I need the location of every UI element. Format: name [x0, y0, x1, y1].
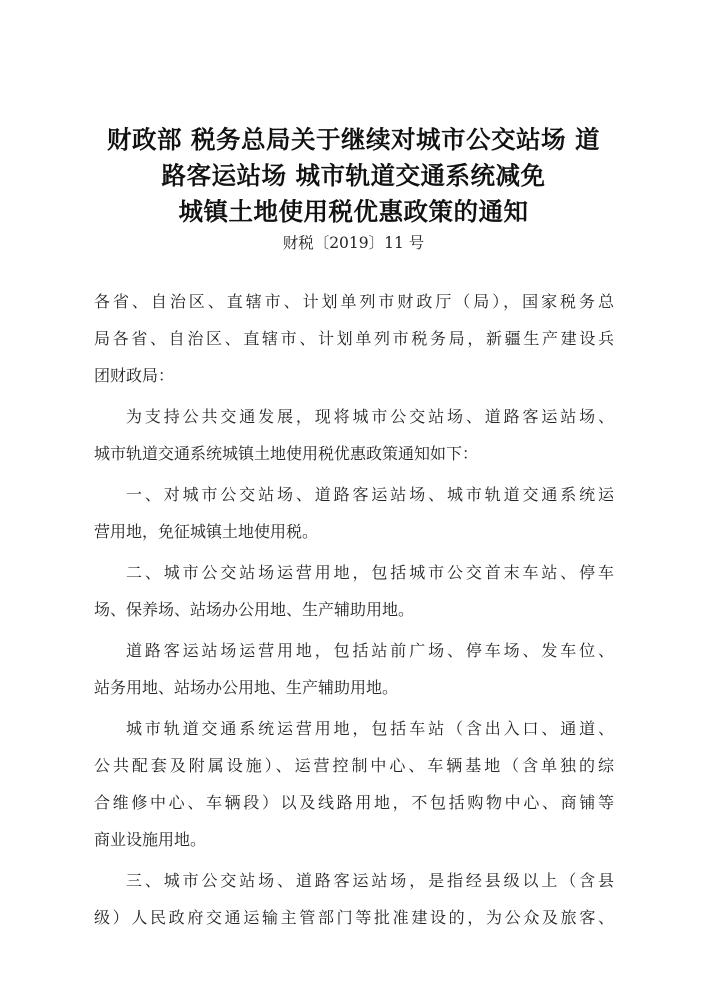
- text-line: 站务用地、站场办公用地、生产辅助用地。: [94, 678, 399, 697]
- text-line: 各省、自治区、直辖市、计划单列市财政厅（局），国家税务总: [94, 292, 614, 311]
- text-line: 级）人民政府交通运输主管部门等批准建设的，为公众及旅客、: [94, 908, 614, 927]
- paragraph-item-1: [94, 476, 614, 550]
- paragraph-addressee: [94, 283, 614, 394]
- text-line: 营用地，免征城镇土地使用税。: [94, 522, 319, 541]
- document-body: [94, 283, 614, 940]
- text-line: 城市轨道交通系统运营用地，包括车站（含出入口、通道、: [126, 719, 614, 738]
- text-line: 合维修中心、车辆段）以及线路用地，不包括购物中心、商铺等: [94, 793, 614, 812]
- text-line: 商业设施用地。: [94, 830, 207, 849]
- text-line: 道路客运站场运营用地，包括站前广场、停车场、发车位、: [126, 641, 614, 660]
- paragraph-rail-transit: [94, 710, 614, 858]
- text-line: 二、城市公交站场运营用地，包括城市公交首末车站、停车: [126, 563, 614, 582]
- text-line: 团财政局：: [94, 366, 175, 385]
- title-line: 城镇土地使用税优惠政策的通知: [178, 197, 529, 226]
- paragraph-road-station: [94, 632, 614, 706]
- text-line: 场、保养场、站场办公用地、生产辅助用地。: [94, 600, 415, 619]
- text-line: 为支持公共交通发展，现将城市公交站场、道路客运站场、: [126, 407, 614, 426]
- title-line: 路客运站场 城市轨道交通系统减免: [161, 161, 546, 190]
- paragraph-item-2: [94, 554, 614, 628]
- text-line: 城市轨道交通系统城镇土地使用税优惠政策通知如下：: [94, 444, 479, 463]
- title-line: 财政部 税务总局关于继续对城市公交站场 道: [106, 125, 601, 154]
- text-line: 局各省、自治区、直辖市、计划单列市税务局，新疆生产建设兵: [94, 329, 614, 348]
- document-number: 财税〔2019〕11 号: [282, 234, 425, 252]
- text-line: 三、城市公交站场、道路客运站场，是指经县级以上（含县: [126, 871, 614, 890]
- paragraph-item-3: [94, 862, 614, 936]
- text-line: 一、对城市公交站场、道路客运站场、城市轨道交通系统运: [126, 485, 614, 504]
- paragraph-intro: [94, 398, 614, 472]
- text-line: 公共配套及附属设施）、运营控制中心、车辆基地（含单独的综: [94, 756, 614, 775]
- document-title: [60, 122, 647, 230]
